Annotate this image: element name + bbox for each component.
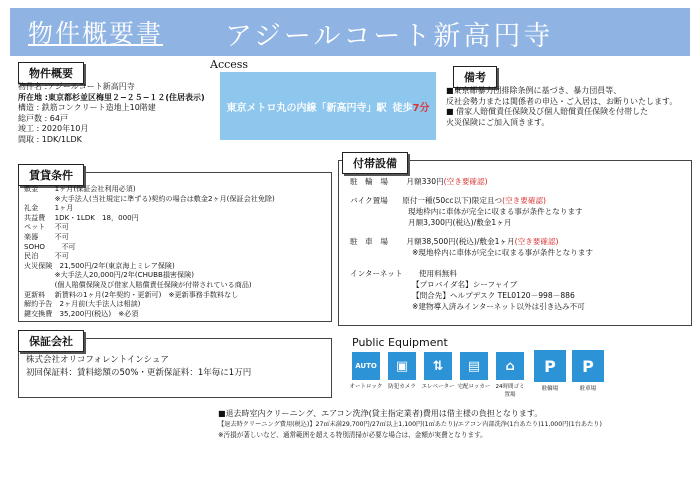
garbage-icon: ⌂ [496,352,524,380]
equipment-row [349,350,612,400]
parking-note: (空き要確認) [514,237,559,246]
remarks-section [446,86,691,128]
lease-line: ※大手法人(当社規定に準ずる)契約の場合は敷金2ヶ月(保証会社免除) [24,193,275,203]
parking-label: 駐 車 場 [350,237,388,246]
remarks-line: 反社会勢力または関係者の申込・ご入居は、お断りいたします。 [446,96,678,106]
remarks-line: 火災保険にご加入頂きます。 [446,117,550,127]
lease-section [24,184,329,318]
access-walk [393,99,430,114]
motorbike-row [350,195,686,206]
lease-tag: 賃貸条件 [18,164,84,186]
autolock-caption: オートロック [349,384,383,390]
internet-label: インターネット [350,269,403,278]
overview-line: 構造 : 鉄筋コンクリート造地上10階建 [18,103,156,113]
parking-line2: ※現地枠内に車体が完全に収まる事が条件となります [412,248,594,257]
elevator-icon: ⇅ [424,352,452,380]
garbage-caption: 24時間ゴミ置場 [495,384,525,398]
motorbike-note: (空き要確認) [502,196,547,205]
motorbike-line1: 原付一種(50cc以下)限定且つ [402,196,503,205]
remarks-tag: 備考 [453,66,497,88]
delivery-locker-caption: 宅配ロッカー [457,384,491,390]
footer-line: 【退去時クリーニング費用(税込)】27㎡未満29,700円/27㎡以上1,100円(1㎡あたり)/エアコン内部洗浄(1台あたり)11,000円(1台あたり) [218,421,602,428]
internet-line3: 【問合先】ヘルプデスク TEL0120－998－886 [412,291,575,300]
remarks-line: ■ 借家人賠償責任保険及び個人賠償責任保険を付帯した [446,107,649,117]
lease-line: 更新料 新賃料の1ヶ月(2年契約・更新可) ※更新事務手数料なし [24,289,239,299]
overview-section [18,82,213,146]
motorbike-line2: 現地枠内に車体が完全に収まる事が条件となります [408,207,583,216]
equipment-title: Public Equipment [352,336,448,349]
lease-line: 火災保険 21,500円/2年(東京海上ミレア保険) [24,260,175,270]
lease-line: 共益費 1DK・1LDK 18，000円 [24,212,139,222]
lease-line: SOHO 不可 [24,241,76,251]
delivery-locker-icon: ▤ [460,352,488,380]
parking-line1: 月額38,500円(税込)/敷金1ヶ月 [406,237,515,246]
lease-line: ペット 不可 [24,222,69,232]
bike-price: 月額330円 [406,177,444,186]
lease-line: 解約予告 2ヶ月前(大手法人は相談) [24,299,141,309]
bike-label: 駐 輪 場 [350,177,388,186]
overview-line: 総戸数 : 64戸 [18,113,68,123]
car-parking-icon: P [572,350,604,382]
motorbike-line3: 月額3,300円(税込)/敷金1ヶ月 [408,218,512,227]
access-route: 東京メトロ丸の内線「新高円寺」駅 [226,102,387,114]
footer-line: ※汚損が著しいなど、通常範囲を超える特別清掃が必要な場合は、金額が実費となります。 [218,431,487,439]
lease-line: (個人賠償保険及び借家人賠償責任保険が付帯されている商品) [24,279,252,289]
internet-line2: 【プロバイダ名】シーフャイブ [412,280,518,289]
lease-line: ※大手法人20,000円/2年(CHUBB損害保険) [24,270,194,280]
lease-line: 民泊 不可 [24,251,69,261]
footer-notes [218,408,602,441]
remarks-line: ■東京都暴力団排除条例に基づき、暴力団員等、 [446,86,622,95]
elevator-caption: エレベーター [421,384,455,390]
title-banner [10,8,690,56]
bicycle-parking-icon: P [534,350,566,382]
guarantor-company: 株式会社オリコフォレントインシュア [26,355,169,365]
document-title: 物件概要書 [28,19,164,48]
internet-line4: ※建物導入済みインターネット以外は引き込み不可 [412,302,585,311]
guarantor-fee: 初回保証料：賃料総額の50%・更新保証料：1年毎に1万円 [26,368,252,378]
security-camera-icon: ▣ [388,352,416,380]
facilities-section [350,176,686,312]
overview-line: 竣工 : 2020年10月 [18,124,89,134]
overview-tag: 物件概要 [18,62,84,84]
motorbike-label: バイク置場 [350,196,388,205]
bike-row [350,176,686,187]
lease-line: 敷金 1ヶ月(保証会社利用必須) [24,184,136,193]
bicycle-parking-caption: 駐輪場 [541,386,559,392]
lease-line: 礼金 1ヶ月 [24,203,74,213]
overview-line: 物件名 :アジールコート新高円寺 [18,82,135,91]
overview-line: 間取 : 1DK/1LDK [18,134,82,144]
security-camera-caption: 防犯カメラ [388,384,416,390]
internet-row [350,268,686,279]
walk-minutes: 7分 [412,102,430,114]
property-name-title: アジールコート新高円寺 [225,21,554,52]
parking-row [350,236,686,247]
overview-line: 所在地 :東京都杉並区梅里２−２５−１２(住居表示) [18,92,205,102]
facilities-tag: 付帯設備 [342,152,408,174]
lease-line: 鍵交換費 35,200円(税込) ※必須 [24,308,139,318]
walk-prefix: 徒歩 [392,102,413,114]
internet-line1: 使用料無料 [418,269,457,278]
guarantor-section [26,354,251,380]
access-label: Access [210,58,249,71]
guarantor-tag: 保証会社 [18,330,84,352]
access-box [220,72,436,140]
car-parking-caption: 駐車場 [579,386,597,392]
bike-note: (空き要確認) [443,177,488,186]
lease-line: 楽器 不可 [24,231,69,241]
autolock-icon: AUTO [352,352,380,380]
footer-line: ■退去時室内クリーニング、エアコン洗浄(貸主指定業者)費用は借主様の負担となります。 [218,409,543,418]
